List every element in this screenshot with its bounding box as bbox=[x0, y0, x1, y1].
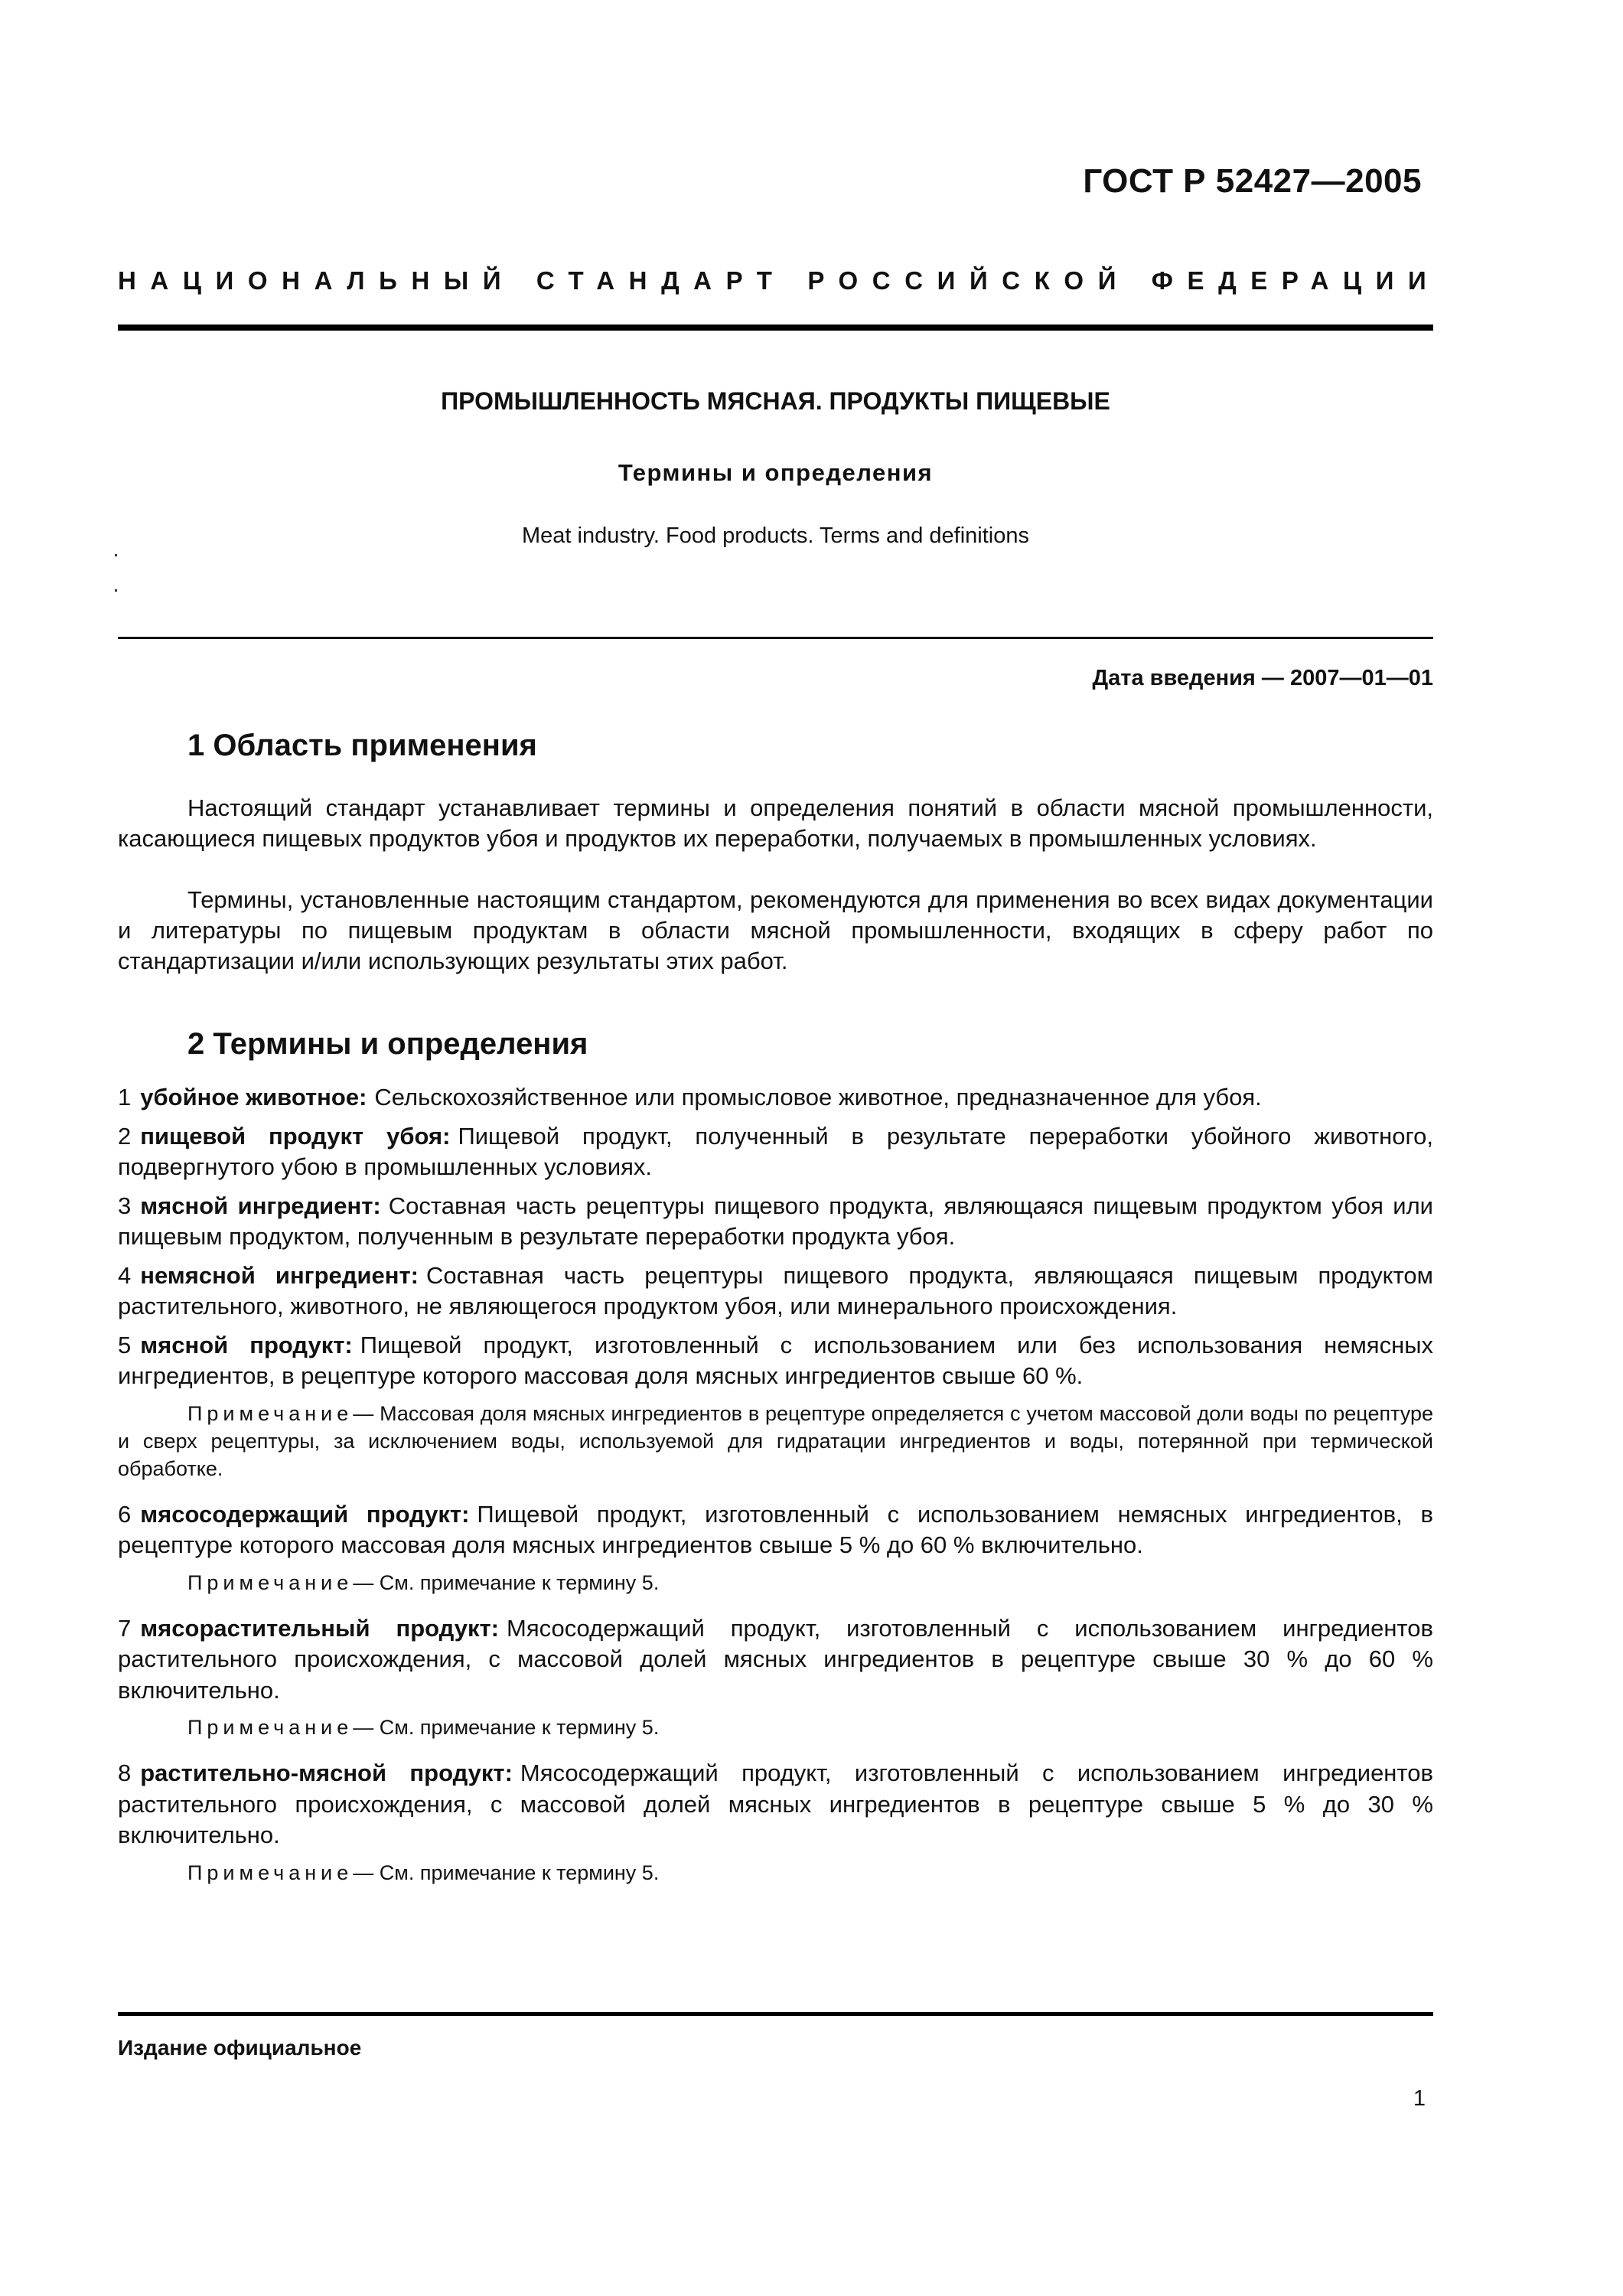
note-label: Примечание bbox=[187, 1570, 354, 1594]
section-1-paragraph: Настоящий стандарт устанавливает термины и определения понятий в области мясной промышленности, касающиеся пищевых продуктов убоя и продуктов их переработки, получаемых в промышленных условиях. bbox=[118, 794, 1433, 852]
term-entry bbox=[118, 1330, 1433, 1482]
term-text: Мясосодержащий продукт, изготовленный с использованием ингредиентов растительного происхождения, с массовой долей мясных ингредиентов в рецептуре свыше 30 % до 60 % включительно. bbox=[118, 1614, 1433, 1704]
standard-code: ГОСТ Р 52427—2005 bbox=[1083, 162, 1422, 200]
term-note bbox=[118, 1859, 1433, 1887]
document-subtitle: Термины и определения bbox=[618, 459, 934, 486]
term-note bbox=[118, 1569, 1433, 1596]
term-definition bbox=[118, 1613, 1433, 1707]
note-label: Примечание bbox=[187, 1861, 354, 1884]
term-name: мясосодержащий продукт: bbox=[140, 1500, 470, 1528]
term-text: Составная часть рецептуры пищевого продукта, являющаяся пищевым продуктом убоя или пищевым продуктом, полученным в результате переработки продукта убоя. bbox=[118, 1192, 1434, 1250]
term-name: пищевой продукт убоя: bbox=[140, 1122, 451, 1150]
term-number: 4 bbox=[118, 1261, 132, 1289]
document-title-english: Meat industry. Food products. Terms and definitions bbox=[521, 523, 1030, 548]
note-text: — См. примечание к термину 5. bbox=[353, 1861, 660, 1884]
term-name: убойное животное: bbox=[140, 1084, 367, 1110]
note-text: — Массовая доля мясных ингредиентов в рецептуре определяется с учетом массовой доли воды по рецептуре и сверх рецептуры, за исключением воды, используемой для гидратации ингредиентов и воды, потерянной при термической обработке. bbox=[118, 1401, 1433, 1480]
term-name: немясной ингредиент: bbox=[140, 1261, 419, 1289]
term-text: Сельскохозяйственное или промысловое животное, предназначенное для убоя. bbox=[374, 1084, 1262, 1110]
note-text: — См. примечание к термину 5. bbox=[353, 1716, 660, 1739]
document-title: ПРОМЫШЛЕННОСТЬ МЯСНАЯ. ПРОДУКТЫ ПИЩЕВЫЕ bbox=[441, 387, 1110, 415]
term-definition bbox=[118, 1082, 1433, 1114]
term-definition bbox=[118, 1499, 1433, 1561]
term-definition bbox=[118, 1330, 1433, 1392]
term-entry bbox=[118, 1082, 1433, 1114]
term-name: мясорастительный продукт: bbox=[140, 1614, 499, 1642]
term-entry bbox=[118, 1191, 1433, 1253]
term-text: Мясосодержащий продукт, изготовленный с использованием ингредиентов растительного происхождения, с массовой долей мясных ингредиентов в рецептуре свыше 5 % до 30 % включительно. bbox=[118, 1760, 1433, 1848]
note-text: — См. примечание к термину 5. bbox=[353, 1570, 660, 1594]
footer-rule bbox=[118, 2012, 1433, 2016]
term-number: 3 bbox=[118, 1192, 132, 1219]
page-number: 1 bbox=[1413, 2086, 1426, 2111]
note-label: Примечание bbox=[187, 1716, 354, 1739]
official-edition-label: Издание официальное bbox=[118, 2036, 362, 2060]
term-definition bbox=[118, 1758, 1433, 1851]
title-thin-rule bbox=[118, 637, 1433, 639]
term-number: 5 bbox=[118, 1331, 132, 1358]
introduction-date: Дата введения — 2007—01—01 bbox=[1092, 666, 1433, 690]
term-number: 1 bbox=[118, 1084, 132, 1110]
term-number: 8 bbox=[118, 1760, 132, 1786]
term-entry bbox=[118, 1121, 1433, 1183]
term-entry bbox=[118, 1613, 1433, 1742]
scan-artifact-dot bbox=[115, 554, 117, 556]
term-definition bbox=[118, 1121, 1433, 1183]
term-text: Составная часть рецептуры пищевого продукта, являющаяся пищевым продуктом растительного, животного, не являющегося продуктом убоя, или минерального происхождения. bbox=[118, 1261, 1433, 1319]
term-entry bbox=[118, 1499, 1433, 1596]
term-name: растительно-мясной продукт: bbox=[140, 1760, 513, 1786]
term-entry bbox=[118, 1758, 1433, 1887]
section-1-heading: 1 Область применения bbox=[187, 729, 537, 762]
term-text: Пищевой продукт, изготовленный с использованием или без использования немясных ингредиентов, в рецептуре которого массовая доля мясных ингредиентов свыше 60 %. bbox=[118, 1331, 1433, 1389]
term-name: мясной ингредиент: bbox=[140, 1192, 381, 1219]
terms-list bbox=[118, 1082, 1433, 1903]
term-note bbox=[118, 1714, 1433, 1741]
term-entry bbox=[118, 1261, 1433, 1322]
term-number: 6 bbox=[118, 1500, 132, 1528]
term-number: 7 bbox=[118, 1614, 132, 1642]
term-definition bbox=[118, 1261, 1433, 1322]
term-text: Пищевой продукт, изготовленный с использованием немясных ингредиентов, в рецептуре которого массовая доля мясных ингредиентов свыше 5 % до 60 % включительно. bbox=[118, 1500, 1433, 1558]
scan-artifact-dot bbox=[115, 589, 117, 592]
term-definition bbox=[118, 1191, 1433, 1253]
section-1-paragraph: Термины, установленные настоящим стандартом, рекомендуются для применения во всех видах документации и литературы по пищевым продуктам в области мясной промышленности, входящих в сферу работ по стандартизации и/или использующих результаты этих работ. bbox=[118, 886, 1433, 974]
term-text: Пищевой продукт, полученный в результате переработки убойного животного, подвергнутого убою в промышленных условиях. bbox=[118, 1122, 1434, 1180]
term-note bbox=[118, 1400, 1433, 1482]
standard-type-banner: НАЦИОНАЛЬНЫЙ СТАНДАРТ РОССИЙСКОЙ ФЕДЕРАЦИИ bbox=[118, 266, 1441, 295]
note-label: Примечание bbox=[187, 1401, 354, 1425]
section-2-heading: 2 Термины и определения bbox=[187, 1027, 588, 1061]
term-name: мясной продукт: bbox=[140, 1331, 353, 1358]
term-number: 2 bbox=[118, 1122, 132, 1150]
header-thick-rule bbox=[118, 325, 1433, 331]
